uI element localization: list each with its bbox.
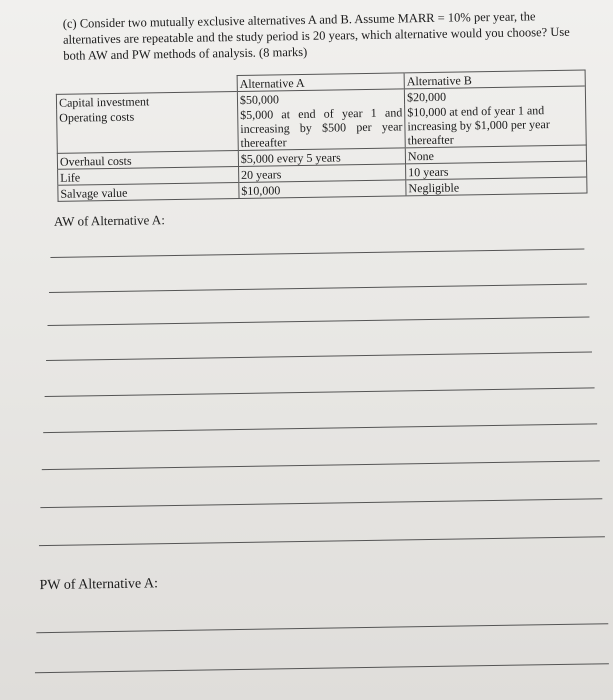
- answer-line: [48, 316, 590, 326]
- row-label-operating-costs: Operating costs: [57, 107, 239, 153]
- cell-life-a: 20 years: [238, 164, 405, 183]
- answer-line: [40, 498, 602, 508]
- cell-operating-a: $5,000 at end of year 1 and increasing by $500 per year thereafter: [238, 104, 406, 150]
- row-label-life: Life: [58, 166, 239, 185]
- cell-life-b: 10 years: [406, 161, 587, 180]
- answer-line: [45, 387, 595, 397]
- answer-line: [49, 284, 587, 293]
- cell-capital-a: $50,000: [237, 89, 404, 107]
- row-label-capital-investment: Capital investment: [56, 91, 237, 109]
- cell-salvage-a: $10,000: [239, 180, 406, 199]
- row-label-salvage-value: Salvage value: [58, 182, 239, 201]
- answer-line: [39, 536, 605, 546]
- question-text: (c) Consider two mutually exclusive alternatives A and B. Assume MARR = 10% per year, the alternatives are repeatable and the study period is 20 years, which alternative would you choose? Use both AW and PW methods of analysis. (8 marks): [62, 9, 570, 63]
- answer-line: [46, 351, 592, 361]
- cell-salvage-b: Negligible: [406, 177, 587, 196]
- pw-section-label: PW of Alternative A:: [39, 576, 159, 594]
- answer-line: [50, 249, 584, 258]
- alternatives-table-wrapper: [56, 70, 588, 202]
- answer-line: [43, 423, 597, 433]
- cell-operating-b: $10,000 at end of year 1 and increasing by $1,000 per year thereafter: [405, 102, 587, 148]
- cell-capital-b: $20,000: [404, 86, 585, 104]
- row-label-overhaul-costs: Overhaul costs: [57, 150, 238, 169]
- header-cell-alternative-b: Alternative B: [404, 70, 585, 89]
- alternatives-table: [56, 70, 588, 202]
- answer-line: [35, 663, 609, 673]
- header-cell-alternative-a: Alternative A: [237, 73, 404, 92]
- cell-overhaul-b: None: [405, 145, 586, 164]
- aw-section-label: AW of Alternative A:: [53, 212, 165, 229]
- cell-overhaul-a: $5,000 every 5 years: [238, 148, 405, 167]
- answer-line: [36, 623, 608, 633]
- answer-line: [42, 460, 600, 470]
